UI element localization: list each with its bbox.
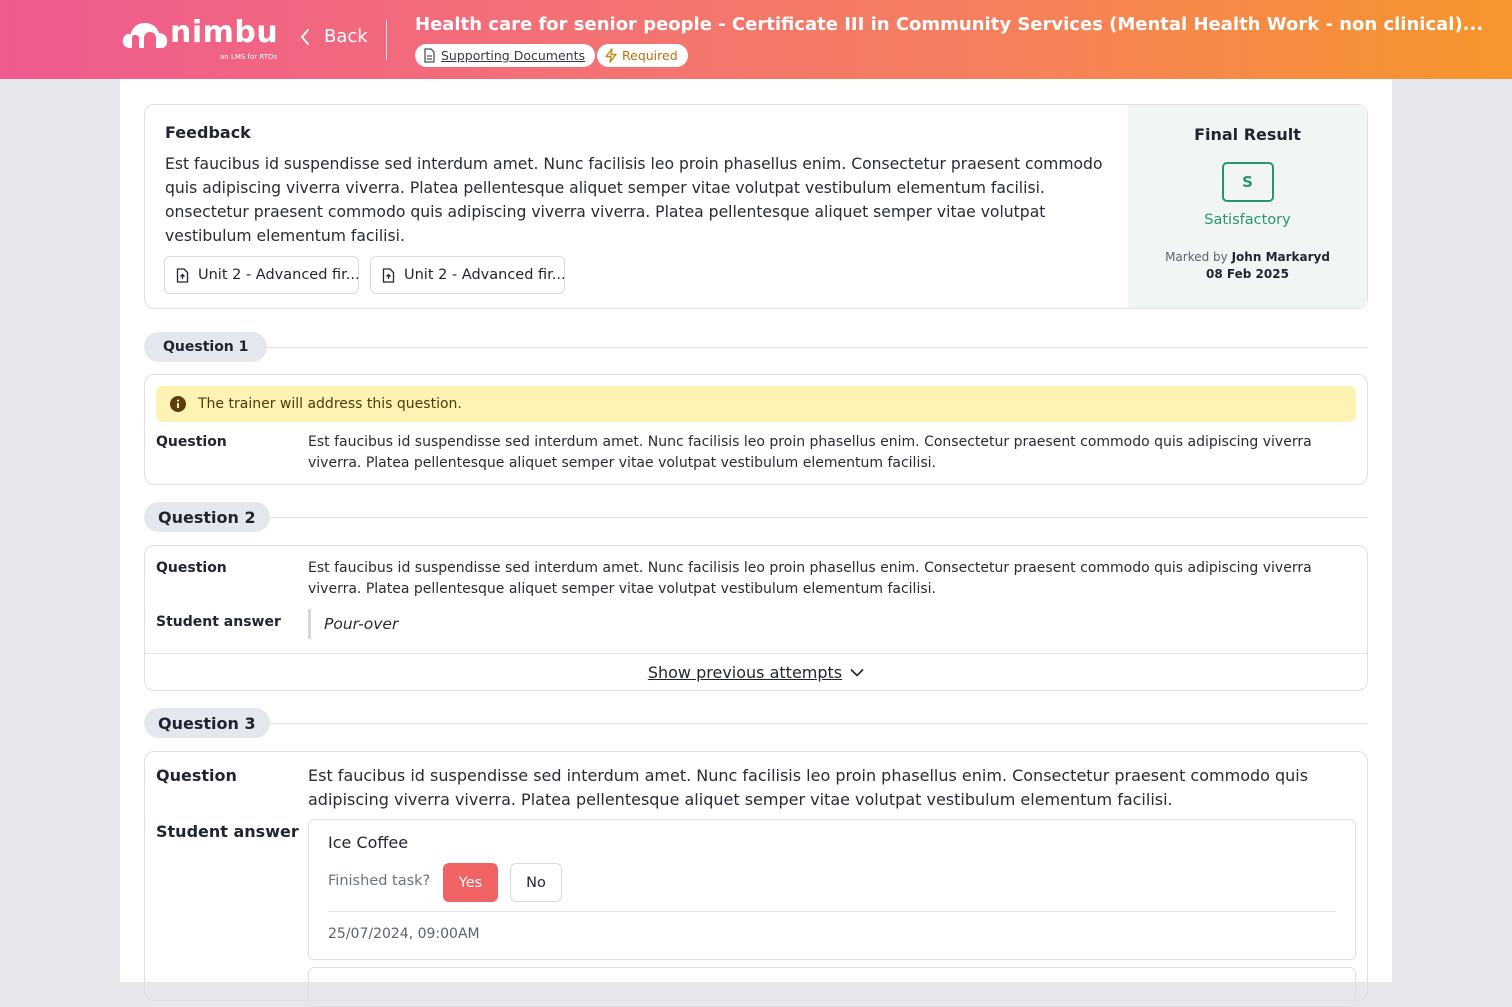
marked-by <box>1128 250 1367 264</box>
attachment-file[interactable] <box>164 256 359 294</box>
marked-date: 08 Feb 2025 <box>1206 267 1289 281</box>
grade-label: Satisfactory <box>1204 212 1291 228</box>
document-icon <box>423 48 436 63</box>
feedback-card <box>144 104 1368 309</box>
cloud-logo-icon <box>122 18 168 48</box>
question-text: Est faucibus id suspendisse sed interdum amet. Nunc facilisis leo proin phasellus enim. Consectetur praesent commodo quis adipiscing viverra viverra. Platea pellentesque aliquet semper vitae volutpat vestibulum elementum facilisi. <box>308 766 1309 809</box>
required-badge <box>597 44 688 67</box>
yes-button[interactable]: Yes <box>443 863 498 902</box>
file-upload-icon <box>382 268 395 283</box>
logo-tagline: an LMS for RTOs <box>220 53 278 61</box>
question-1-chip: Question 1 <box>144 332 267 362</box>
question-text: Est faucibus id suspendisse sed interdum amet. Nunc facilisis leo proin phasellus enim. Consectetur praesent commodo quis adipiscing viverra viverra. Platea pellentesque aliquet semper vitae volutpat vestibulum elementum facilisi. <box>308 434 1312 471</box>
supporting-documents-link[interactable] <box>415 44 595 67</box>
answer-timestamp: 25/07/2024, 09:00AM <box>328 926 480 942</box>
grade-badge: S <box>1222 162 1274 202</box>
final-result-panel <box>1128 105 1367 308</box>
section-divider <box>270 723 1368 724</box>
answer-title: Ice Coffee <box>328 833 409 852</box>
no-button[interactable]: No <box>510 863 562 902</box>
attachment-name: Unit 2 - Advanced fir... <box>404 267 566 283</box>
attachment-list <box>164 256 565 294</box>
finished-task-label: Finished task? <box>328 873 431 889</box>
supporting-documents-label: Supporting Documents <box>441 48 585 63</box>
feedback-text: Est faucibus id suspendisse sed interdum amet. Nunc facilisis leo proin phasellus enim. Consectetur praesent commodo quis adipiscing viverra viverra. Platea pellentesque aliquet semper vitae volutpat vestibulum elementum facilisi. onsectetur praesent commodo quis adipiscing viverra viverra. Platea pellentesque aliquet semper vitae volutpat vestibulum elementum facilisi. <box>165 155 1103 245</box>
student-answer-label: Student answer <box>156 822 299 841</box>
question-3-header <box>144 708 1368 738</box>
student-answer-card <box>308 967 1356 1007</box>
section-divider <box>267 347 1368 348</box>
trainer-notice <box>156 386 1356 422</box>
logo-text: nimbu <box>170 15 279 50</box>
question-2-header <box>144 502 1368 532</box>
student-answer: Pour-over <box>308 609 398 639</box>
question-text: Est faucibus id suspendisse sed interdum amet. Nunc facilisis leo proin phasellus enim. Consectetur praesent commodo quis adipiscing viverra viverra. Platea pellentesque aliquet semper vitae volutpat vestibulum elementum facilisi. <box>308 560 1312 597</box>
required-label: Required <box>622 48 678 63</box>
answer-divider <box>328 911 1336 912</box>
info-icon <box>170 396 186 412</box>
question-label: Question <box>156 434 227 450</box>
chevron-down-icon <box>850 668 864 677</box>
attachment-name: Unit 2 - Advanced fir... <box>198 267 360 283</box>
nimbu-logo[interactable] <box>122 15 279 61</box>
top-bar <box>0 0 1512 79</box>
question-2-chip: Question 2 <box>144 502 270 532</box>
question-1-header <box>144 332 1368 362</box>
question-1-card <box>144 374 1368 485</box>
chevron-left-icon <box>300 29 310 45</box>
show-previous-attempts-button[interactable] <box>145 653 1367 690</box>
section-divider <box>270 517 1368 518</box>
file-upload-icon <box>176 268 189 283</box>
marked-by-prefix: Marked by <box>1165 250 1228 264</box>
question-label: Question <box>156 766 237 785</box>
trainer-notice-text: The trainer will address this question. <box>198 396 462 412</box>
marker-name: John Markaryd <box>1231 250 1330 264</box>
question-3-chip: Question 3 <box>144 708 270 738</box>
student-answer-card <box>308 819 1356 960</box>
question-2-card <box>144 545 1368 691</box>
header-divider <box>386 20 387 60</box>
attachment-file[interactable] <box>370 256 565 294</box>
student-answer-label: Student answer <box>156 614 281 630</box>
back-label: Back <box>324 26 368 47</box>
feedback-title: Feedback <box>165 123 251 142</box>
question-3-card <box>144 751 1368 1001</box>
show-previous-attempts-label: Show previous attempts <box>647 662 843 682</box>
course-title: Health care for senior people - Certificate III in Community Services (Mental Health Work - non clinical)... <box>415 14 1484 35</box>
main-panel <box>120 79 1392 982</box>
lightning-icon <box>605 48 617 63</box>
question-label: Question <box>156 560 227 576</box>
final-result-title: Final Result <box>1194 125 1301 144</box>
back-button[interactable] <box>300 26 368 47</box>
